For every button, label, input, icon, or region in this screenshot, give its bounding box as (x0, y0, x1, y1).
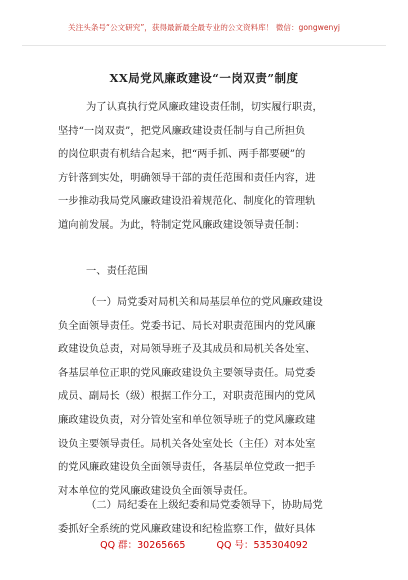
item1-paragraph (58, 291, 360, 503)
item2-line: （二）局纪委在上级纪委和局党委领导下，协助局党 (86, 499, 323, 511)
footer-contact (0, 537, 408, 551)
header-notice: 关注头条号“公文研究”，获得最新最全最专业的公文资料库！ 微信：gongwenyj (68, 23, 340, 32)
header-divider (22, 45, 386, 46)
item2-paragraph (58, 494, 360, 541)
document-title: XX局党风廉政建设“一岗双责”制度 (109, 71, 299, 85)
footer-qq-group: QQ 群：30265665 (100, 540, 186, 551)
item1-line: （一）局党委对局机关和局基层单位的党风廉政建设 (86, 296, 323, 308)
intro-paragraph (58, 96, 360, 238)
item2-line: 委抓好全系统的党风廉政建设和纪检监察工作，做好具体 (58, 522, 316, 535)
section-heading: 一、责任范围 (86, 265, 148, 277)
item1-line: 负全面领导责任。党委书记、局长对职责范围内的党风廉 (58, 319, 316, 332)
intro-line: 一步推动我局党风廉政建设沿着规范化、制度化的管理轨 (58, 195, 316, 208)
item1-line: 的党风廉政建设负全面领导责任，各基层单位党政一把手 (58, 461, 316, 474)
item1-line: 成员、副局长（级）根据工作分工，对职责范围内的党风 (58, 390, 316, 403)
item1-line: 政建设负总责，对局领导班子及其成员和局机关各处室、 (58, 343, 316, 356)
item1-line: 廉政建设负责，对分管处室和单位领导班子的党风廉政建 (58, 413, 316, 426)
intro-line: 坚持“一岗双责”，把党风廉政建设责任制与自己所担负 (58, 124, 306, 137)
footer-qq-number: QQ 号：535304092 (216, 540, 308, 551)
intro-line: 道向前发展。为此，特制定党风廉政建设领导责任制： (58, 218, 306, 231)
intro-line: 为了认真执行党风廉政建设责任制，切实履行职责， (86, 101, 323, 113)
item1-line: 各基层单位正职的党风廉政建设负主要领导责任。局党委 (58, 366, 316, 379)
item1-line: 设负主要领导责任。局机关各处室处长（主任）对本处室 (58, 437, 316, 450)
intro-line: 方针落到实处，明确领导干部的责任范围和责任内容，进 (58, 171, 316, 184)
intro-line: 的岗位职责有机结合起来，把“两手抓、两手都要硬”的 (58, 148, 306, 161)
item1-line: 对本单位的党风廉政建设负全面领导责任。 (58, 484, 254, 497)
